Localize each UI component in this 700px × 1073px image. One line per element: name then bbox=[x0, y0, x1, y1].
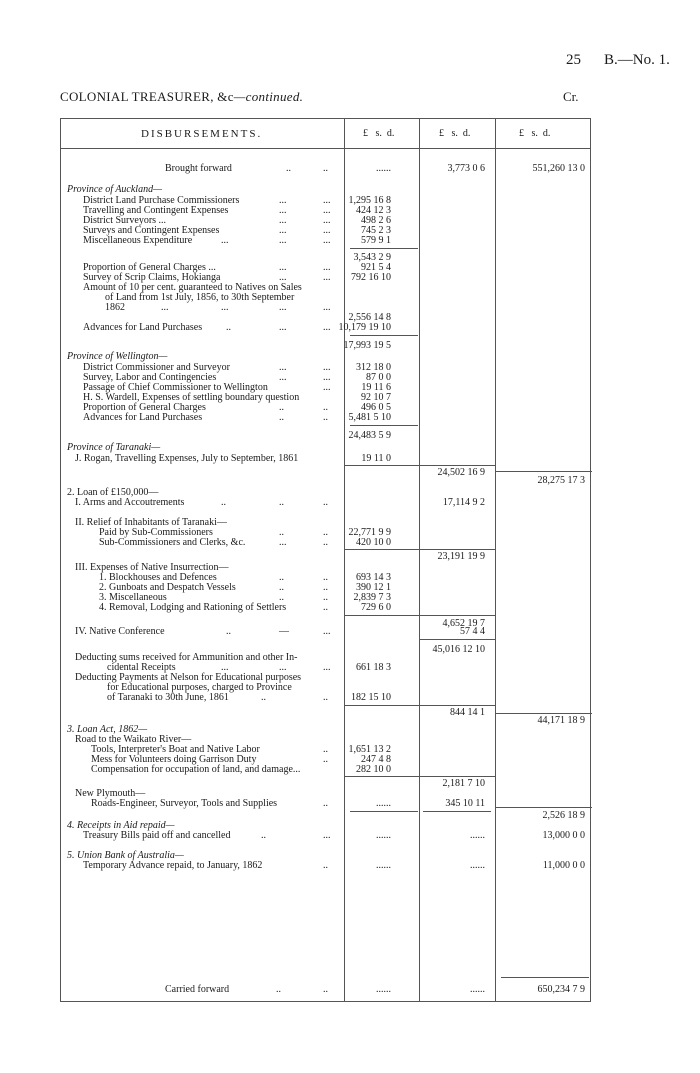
auckland-item-value: 498 2 6 bbox=[361, 215, 391, 226]
title-continued: —continued. bbox=[233, 89, 304, 104]
auckland-amount-label: Amount of 10 per cent. guaranteed to Natives on Sales bbox=[83, 282, 302, 293]
wellington-item-label: Advances for Land Purchases bbox=[83, 412, 203, 423]
loan-act-road-heading: Road to the Waikato River— bbox=[75, 734, 192, 745]
bank-value: 11,000 0 0 bbox=[542, 860, 585, 871]
auckland-item2-label: Survey of Scrip Claims, Hokianga bbox=[83, 272, 221, 283]
credit-side-label: Cr. bbox=[563, 89, 579, 104]
wellington-item-value: 92 10 7 bbox=[361, 392, 391, 403]
loan-relief-total: 23,191 19 9 bbox=[437, 551, 485, 562]
carried-forward-c2: ...... bbox=[470, 984, 485, 995]
taranaki-c2-total: 24,502 16 9 bbox=[437, 467, 485, 478]
brought-forward-c2: 3,773 0 6 bbox=[447, 163, 485, 174]
receipts-value: 13,000 0 0 bbox=[542, 830, 585, 841]
loan-arms-label: I. Arms and Accoutrements bbox=[75, 497, 185, 508]
carried-forward-label: Carried forward bbox=[165, 984, 230, 995]
auckland-advances-value: 10,179 19 10 bbox=[338, 322, 391, 333]
wellington-item-value: 5,481 5 10 bbox=[348, 412, 391, 423]
loan-deduct1-label: cidental Receipts bbox=[107, 662, 176, 673]
loan-act-item-label: Compensation for occupation of land, and damage... bbox=[91, 764, 301, 775]
auckland-item-label: District Land Purchase Commissioners bbox=[83, 195, 240, 206]
loan-insurrection-label: 1. Blockhouses and Defences bbox=[99, 572, 217, 583]
loan-insurrection-total: 4,652 19 7 bbox=[442, 618, 485, 629]
loan-act-road-total: 2,181 7 10 bbox=[442, 778, 485, 789]
loan-deduct2-label: for Educational purposes, charged to Province bbox=[107, 682, 292, 693]
auckland-total: 17,993 19 5 bbox=[343, 340, 391, 351]
wellington-item-label: Passage of Chief Commissioner to Wellington bbox=[83, 382, 268, 393]
carried-forward-c1: ...... bbox=[376, 984, 391, 995]
wellington-item-value: 19 11 6 bbox=[361, 382, 391, 393]
loan-insurrection-value: 693 14 3 bbox=[356, 572, 391, 583]
auckland-item-value: 579 9 1 bbox=[361, 235, 391, 246]
column-header-3: £ s. d. bbox=[519, 128, 551, 139]
loan-deduct2-label: of Taranaki to 30th June, 1861 bbox=[107, 692, 229, 703]
receipts-c1: ...... bbox=[376, 830, 391, 841]
bank-label: Temporary Advance repaid, to January, 1862 bbox=[83, 860, 263, 871]
page-title bbox=[60, 89, 303, 105]
auckland-item-label: Surveys and Contingent Expenses bbox=[83, 225, 220, 236]
column-header-2: £ s. d. bbox=[439, 128, 471, 139]
loan-insurrection-value: 390 12 1 bbox=[356, 582, 391, 593]
loan-act-item-label: Mess for Volunteers doing Garrison Duty bbox=[91, 754, 257, 765]
page-number: 25 bbox=[566, 52, 581, 68]
loan-act-item-value: 1,651 13 2 bbox=[348, 744, 391, 755]
auckland-item-label: Miscellaneous Expenditure bbox=[83, 235, 193, 246]
receipts-heading: 4. Receipts in Aid repaid— bbox=[67, 820, 175, 831]
column-header-1: £ s. d. bbox=[363, 128, 395, 139]
loan-heading: 2. Loan of £150,000— bbox=[67, 487, 159, 498]
disbursements-table: DISBURSEMENTS. £ s. d. £ s. d. £ s. d. Brought forward .. .. ...... 3,773 0 6 551,260 13 0 Province of Auckland— District Land Purchase Commissioners Travelling and Contingent Expenses District Surveyors ... Surveys and Contingent Expenses Miscellaneous Expenditure ... ... ... ... ... ... ... ... ... ... ... 1,295 16 8 424 12 3 498 2 6 745 2 3 579 9 1 3,543 2 9 Proportion of General Charges ... Survey of Scrip Claims, Hokianga ... ... ... ... 921 5 4 792 16 10 Amount of 10 per cent. guaranteed to Natives on Sales of Land from 1st July, 1856, to 30th September 1862 ... ... ... ... 2,556 14 8 Advances for Land Purchases .. ... ... 10,179 19 10 17,993 19 5 Province of Wellington— District Commissioner and Surveyor Survey, Labor and Contingencies Passage of Chief Commissioner to Wellington H. S. Wardell, Expenses of settling boundary question Proportion of General Charges Advances for Land Purchases ... ... ... ... ... .. .. .. .. 312 18 0 87 0 0 19 11 6 92 10 7 496 0 5 5,481 5 10 24,483 5 9 Province of Taranaki— J. Rogan, Travelling Expenses, July to September, 1861 19 11 0 24,502 16 9 28,275 17 3 2. Loan of £150,000— I. Arms and Accoutrements .. .. .. 17,114 9 2 II. Relief of Inhabitants of Taranaki— Paid by Sub-Commissioners Sub-Commissioners and Clerks, &c. .. .. ... .. 22,771 9 9 420 10 0 23,191 19 9 III. Expenses of Native Insurrection— 1. Blockhouses and Defences 2. Gunboats and Despatch Vessels 3. Miscellaneous 4. Removal, Lodging and Rationing of Settlers .. .. .. .. .. .. .. 693 14 3 390 12 1 2,839 7 3 729 6 0 4,652 19 7 IV. Native Conference .. — ... 57 4 4 45,016 12 10 Deducting sums received for Ammunition and other In- cidental Receipts ... ... ... 661 18 3 Deducting Payments at Nelson for Educational purposes for Educational purposes, charged to Province of Taranaki to 30th June, 1861 .. .. 182 15 10 844 14 1 44,171 18 9 3. Loan Act, 1862— Road to the Waikato River— Tools, Interpreter's Boat and Native Labor Mess for Volunteers doing Garrison Duty Compensation for occupation of land, and damage... .. .. 1,651 13 2 247 4 8 282 10 0 2,181 7 10 New Plymouth— Roads-Engineer, Surveyor, Tools and Supplies .. ...... 345 10 11 2,526 18 9 4. Receipts in Aid repaid— Treasury Bills paid off and cancelled .. ... ...... ...... 13,000 0 0 5. Union Bank of Australia— Temporary Advance repaid, to January, 1862 .. ...... ...... 11,000 0 0 Carried forward .. .. ...... ...... 650,234 7 9 bbox=[60, 118, 591, 1002]
loan-relief-label: Paid by Sub-Commissioners bbox=[99, 527, 213, 538]
loan-relief-value: 420 10 0 bbox=[356, 537, 391, 548]
auckland-advances-label: Advances for Land Purchases bbox=[83, 322, 203, 333]
auckland-item-value: 745 2 3 bbox=[361, 225, 391, 236]
wellington-item-value: 87 0 0 bbox=[366, 372, 391, 383]
wellington-item-value: 496 0 5 bbox=[361, 402, 391, 413]
auckland-item2-value: 921 5 4 bbox=[361, 262, 391, 273]
loan-sum: 45,016 12 10 bbox=[432, 644, 485, 655]
carried-forward-c3: 650,234 7 9 bbox=[537, 984, 585, 995]
loan-insurrection-value: 729 6 0 bbox=[361, 602, 391, 613]
loan-deduct-total: 844 14 1 bbox=[450, 707, 485, 718]
brought-forward-c3: 551,260 13 0 bbox=[532, 163, 585, 174]
auckland-item2-label: Proportion of General Charges ... bbox=[83, 262, 216, 273]
loan-deduct2-value: 182 15 10 bbox=[351, 692, 391, 703]
bank-c1: ...... bbox=[376, 860, 391, 871]
loan-act-total: 2,526 18 9 bbox=[542, 810, 585, 821]
receipts-label: Treasury Bills paid off and cancelled bbox=[83, 830, 231, 841]
brought-forward-c1: ...... bbox=[376, 163, 391, 174]
auckland-item-value: 424 12 3 bbox=[356, 205, 391, 216]
auckland-subtotal: 3,543 2 9 bbox=[353, 252, 391, 263]
loan-insurrection-heading: III. Expenses of Native Insurrection— bbox=[75, 562, 229, 573]
loan-act-heading: 3. Loan Act, 1862— bbox=[67, 724, 148, 735]
wellington-item-label: District Commissioner and Surveyor bbox=[83, 362, 230, 373]
taranaki-heading: Province of Taranaki— bbox=[67, 442, 161, 453]
auckland-item2-value: 792 16 10 bbox=[351, 272, 391, 283]
loan-conference-label: IV. Native Conference bbox=[75, 626, 165, 637]
loan-conference-value: 57 4 4 bbox=[460, 626, 485, 637]
loan-insurrection-label: 4. Removal, Lodging and Rationing of Settlers bbox=[99, 602, 287, 613]
auckland-amount-label: 1862 bbox=[105, 302, 125, 313]
loan-act-plymouth-label: Roads-Engineer, Surveyor, Tools and Supplies bbox=[91, 798, 278, 809]
loan-relief-value: 22,771 9 9 bbox=[348, 527, 391, 538]
loan-act-plymouth-c1: ...... bbox=[376, 798, 391, 809]
wellington-heading: Province of Wellington— bbox=[67, 351, 168, 362]
bank-c2: ...... bbox=[470, 860, 485, 871]
auckland-item-label: Travelling and Contingent Expenses bbox=[83, 205, 229, 216]
loan-insurrection-label: 2. Gunboats and Despatch Vessels bbox=[99, 582, 236, 593]
wellington-total: 24,483 5 9 bbox=[348, 430, 391, 441]
wellington-item-label: H. S. Wardell, Expenses of settling boundary question bbox=[83, 392, 300, 403]
loan-arms-value: 17,114 9 2 bbox=[442, 497, 485, 508]
column-header-disbursements: DISBURSEMENTS. bbox=[141, 128, 263, 140]
loan-net: 44,171 18 9 bbox=[537, 715, 585, 726]
loan-deduct2-label: Deducting Payments at Nelson for Educational purposes bbox=[75, 672, 302, 683]
auckland-heading: Province of Auckland— bbox=[67, 184, 162, 195]
taranaki-c3-total: 28,275 17 3 bbox=[537, 475, 585, 486]
loan-act-plymouth-heading: New Plymouth— bbox=[75, 788, 146, 799]
wellington-item-label: Proportion of General Charges bbox=[83, 402, 206, 413]
loan-relief-label: Sub-Commissioners and Clerks, &c. bbox=[99, 537, 246, 548]
auckland-item-value: 1,295 16 8 bbox=[348, 195, 391, 206]
loan-insurrection-value: 2,839 7 3 bbox=[353, 592, 391, 603]
taranaki-rogan-label: J. Rogan, Travelling Expenses, July to September, 1861 bbox=[75, 453, 299, 464]
wellington-item-label: Survey, Labor and Contingencies bbox=[83, 372, 217, 383]
title-main: COLONIAL TREASURER, &c bbox=[60, 89, 234, 104]
brought-forward-label: Brought forward bbox=[165, 163, 232, 174]
loan-insurrection-label: 3. Miscellaneous bbox=[99, 592, 167, 603]
loan-deduct1-label: Deducting sums received for Ammunition and other In- bbox=[75, 652, 298, 663]
auckland-item-label: District Surveyors ... bbox=[83, 215, 167, 226]
auckland-amount-label: of Land from 1st July, 1856, to 30th September bbox=[105, 292, 295, 303]
bank-heading: 5. Union Bank of Australia— bbox=[67, 850, 184, 861]
auckland-amount-value: 2,556 14 8 bbox=[348, 312, 391, 323]
loan-act-item-value: 282 10 0 bbox=[356, 764, 391, 775]
taranaki-rogan-value: 19 11 0 bbox=[361, 453, 391, 464]
loan-relief-heading: II. Relief of Inhabitants of Taranaki— bbox=[75, 517, 227, 528]
wellington-item-value: 312 18 0 bbox=[356, 362, 391, 373]
paper-reference: B.—No. 1. bbox=[604, 52, 670, 68]
loan-act-item-label: Tools, Interpreter's Boat and Native Labor bbox=[91, 744, 260, 755]
loan-deduct1-value: 661 18 3 bbox=[356, 662, 391, 673]
loan-act-item-value: 247 4 8 bbox=[361, 754, 391, 765]
receipts-c2: ...... bbox=[470, 830, 485, 841]
loan-act-plymouth-value: 345 10 11 bbox=[445, 798, 485, 809]
